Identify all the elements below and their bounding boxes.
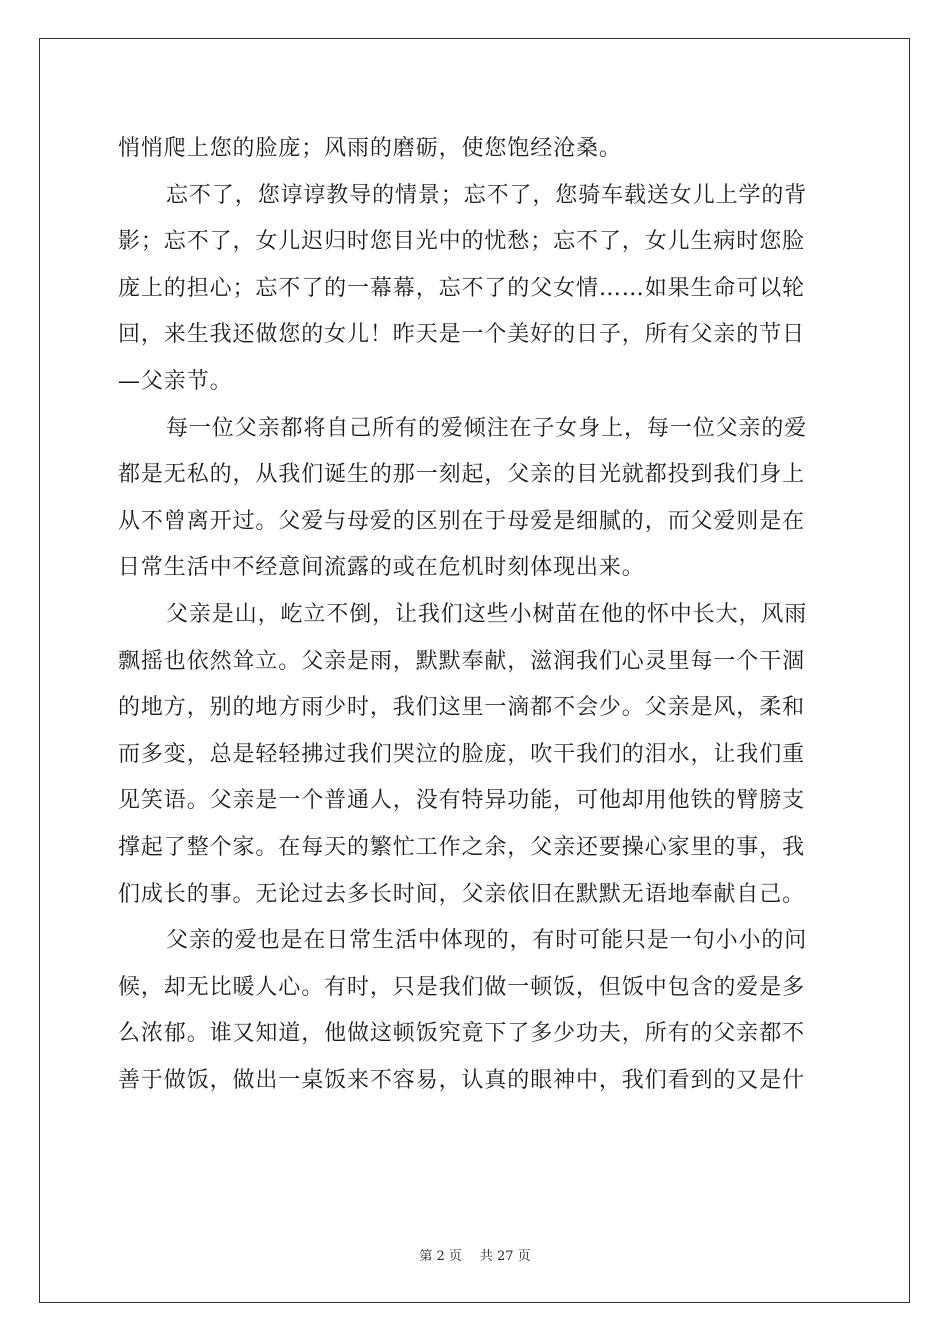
text-line: —父亲节。 <box>118 368 233 394</box>
text-line: 父亲的爱也是在日常生活中体现的，有时可能只是一句小小的问 <box>166 928 808 954</box>
page-footer <box>0 1245 950 1264</box>
text-line: 忘不了，您谆谆教导的情景；忘不了，您骑车载送女儿上学的背 <box>166 182 808 208</box>
total-pages-label: 共 27 页 <box>479 1249 531 1264</box>
text-line: 悄悄爬上您的脸庞；风雨的磨砺，使您饱经沧桑。 <box>118 136 622 161</box>
text-line: 每一位父亲都将自己所有的爱倾注在子女身上，每一位父亲的爱 <box>166 415 808 441</box>
text-line: 回，来生我还做您的女儿！昨天是一个美好的日子，所有父亲的节日 <box>118 322 806 348</box>
text-line: 都是无私的，从我们诞生的那一刻起，父亲的目光就都投到我们身上 <box>118 462 806 488</box>
text-line: 的地方，别的地方雨少时，我们这里一滴都不会少。父亲是风，柔和 <box>118 695 806 721</box>
document-body <box>118 126 834 1104</box>
text-line: 父亲是山，屹立不倒，让我们这些小树苗在他的怀中长大，风雨 <box>166 601 808 627</box>
text-line: 影；忘不了，女儿迟归时您目光中的忧愁；忘不了，女儿生病时您脸 <box>118 229 806 255</box>
text-line: 庞上的担心；忘不了的一幕幕，忘不了的父女情……如果生命可以轮 <box>118 275 806 301</box>
text-line: 们成长的事。无论过去多长时间，父亲依旧在默默无语地奉献自己。 <box>118 881 806 907</box>
current-page-label: 第 2 页 <box>419 1249 462 1264</box>
text-line: 善于做饭，做出一桌饭来不容易，认真的眼神中，我们看到的又是什 <box>118 1067 806 1093</box>
text-line: 日常生活中不经意间流露的或在危机时刻体现出来。 <box>118 555 645 581</box>
text-line: 而多变，总是轻轻拂过我们哭泣的脸庞，吹干我们的泪水，让我们重 <box>118 741 806 767</box>
text-line: 见笑语。父亲是一个普通人，没有特异功能，可他却用他铁的臂膀支 <box>118 788 806 814</box>
text-line: 候，却无比暖人心。有时，只是我们做一顿饭，但饭中包含的爱是多 <box>118 974 806 1000</box>
text-line: 从不曾离开过。父爱与母爱的区别在于母爱是细腻的，而父爱则是在 <box>118 508 806 534</box>
text-line: 飘摇也依然耸立。父亲是雨，默默奉献，滋润我们心灵里每一个干涸 <box>118 648 806 674</box>
text-line: 撑起了整个家。在每天的繁忙工作之余，父亲还要操心家里的事，我 <box>118 834 806 860</box>
text-line: 么浓郁。谁又知道，他做这顿饭究竟下了多少功夫，所有的父亲都不 <box>118 1021 806 1047</box>
